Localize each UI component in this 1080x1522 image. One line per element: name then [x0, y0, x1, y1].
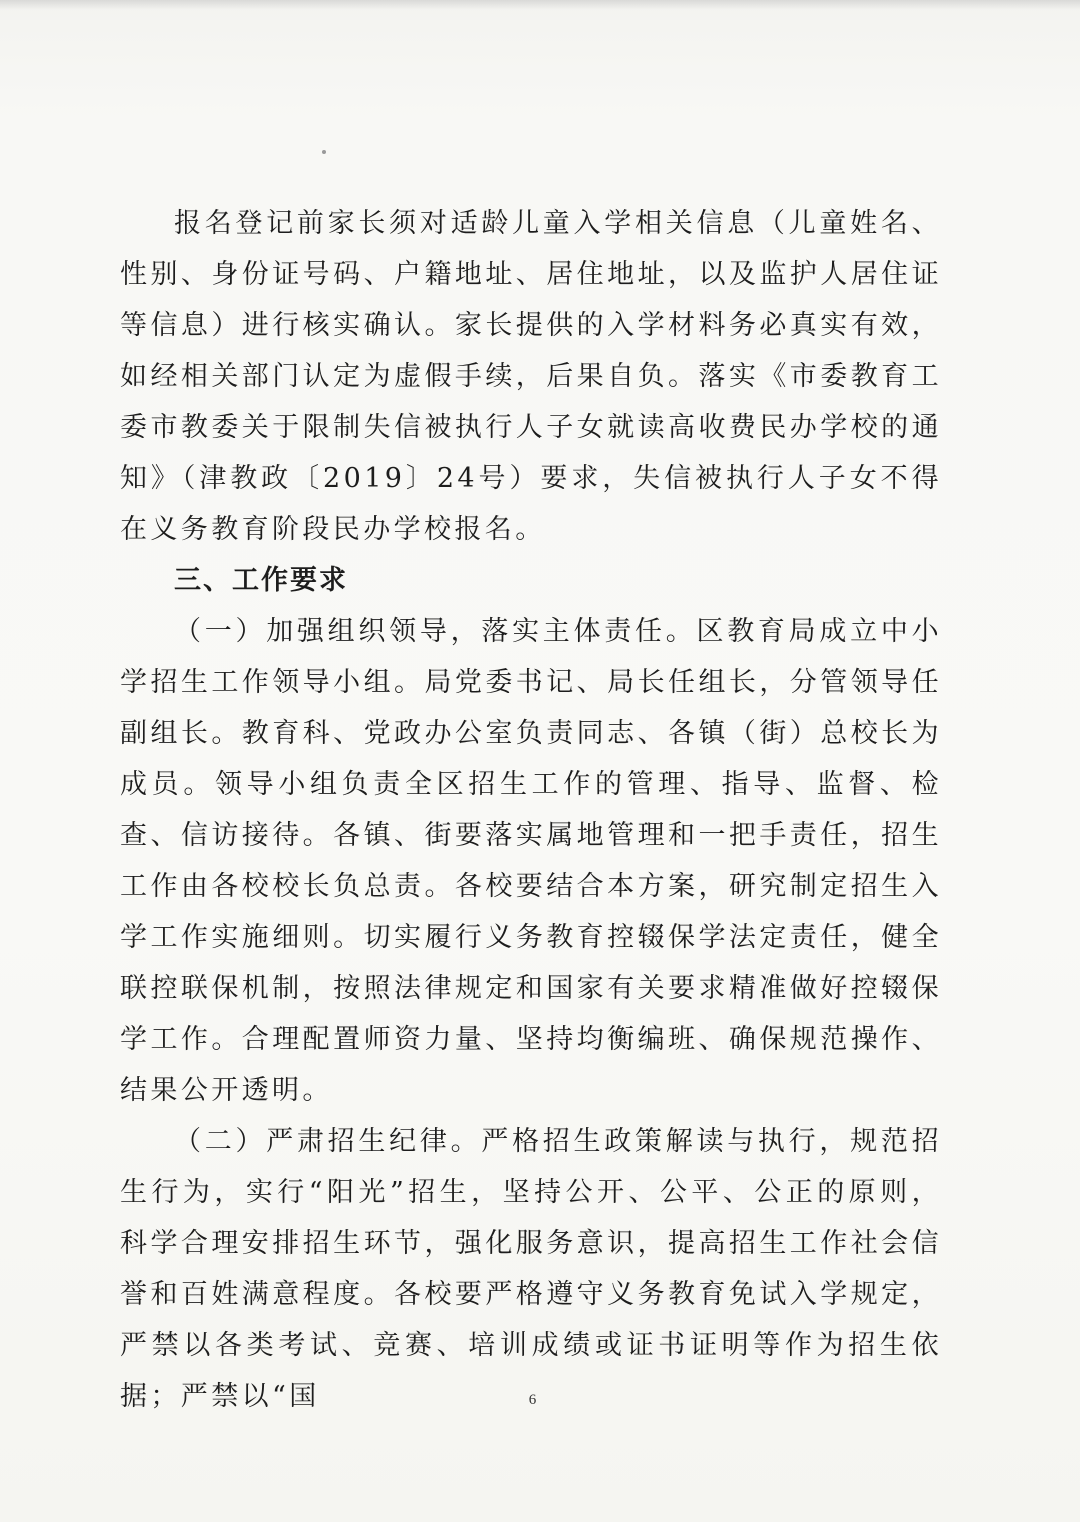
section-heading: 三、工作要求	[174, 565, 348, 596]
paragraph-registration-info: 报名登记前家长须对适龄儿童入学相关信息（儿童姓名、性别、身份证号码、户籍地址、居住地址，以及监护人居住证等信息）进行核实确认。家长提供的入学材料务必真实有效，如经相关部门认定为虚假手续，后果自负。落实《市委教育工委市教委关于限制失信被执行人子女就读高收费民办学校的通知》（津教政〔2019〕24号）要求，失信被执行人子女不得在义务教育阶段民办学校报名。	[120, 208, 942, 545]
paragraph-enrollment-discipline: （二）严肃招生纪律。严格招生政策解读与执行，规范招生行为，实行“阳光”招生，坚持公开、公平、公正的原则，科学合理安排招生环节，强化服务意识，提高招生工作社会信誉和百姓满意程度。各校要严格遵守义务教育免试入学规定，严禁以各类考试、竞赛、培训成绩或证书证明等作为招生依据；严禁以“国	[120, 1126, 942, 1412]
paragraph-organization-leadership: （一）加强组织领导，落实主体责任。区教育局成立中小学招生工作领导小组。局党委书记、局长任组长，分管领导任副组长。教育科、党政办公室负责同志、各镇（街）总校长为成员。领导小组负责全区招生工作的管理、指导、监督、检查、信访接待。各镇、街要落实属地管理和一把手责任，招生工作由各校校长负总责。各校要结合本方案，研究制定招生入学工作实施细则。切实履行义务教育控辍保学法定责任，健全联控联保机制，按照法律规定和国家有关要求精准做好控辍保学工作。合理配置师资力量、坚持均衡编班、确保规范操作、结果公开透明。	[120, 616, 942, 1106]
scan-edge-shadow	[0, 0, 1080, 10]
scan-speck	[322, 150, 326, 154]
document-body	[120, 198, 942, 1422]
page-number: 6	[528, 1392, 537, 1408]
